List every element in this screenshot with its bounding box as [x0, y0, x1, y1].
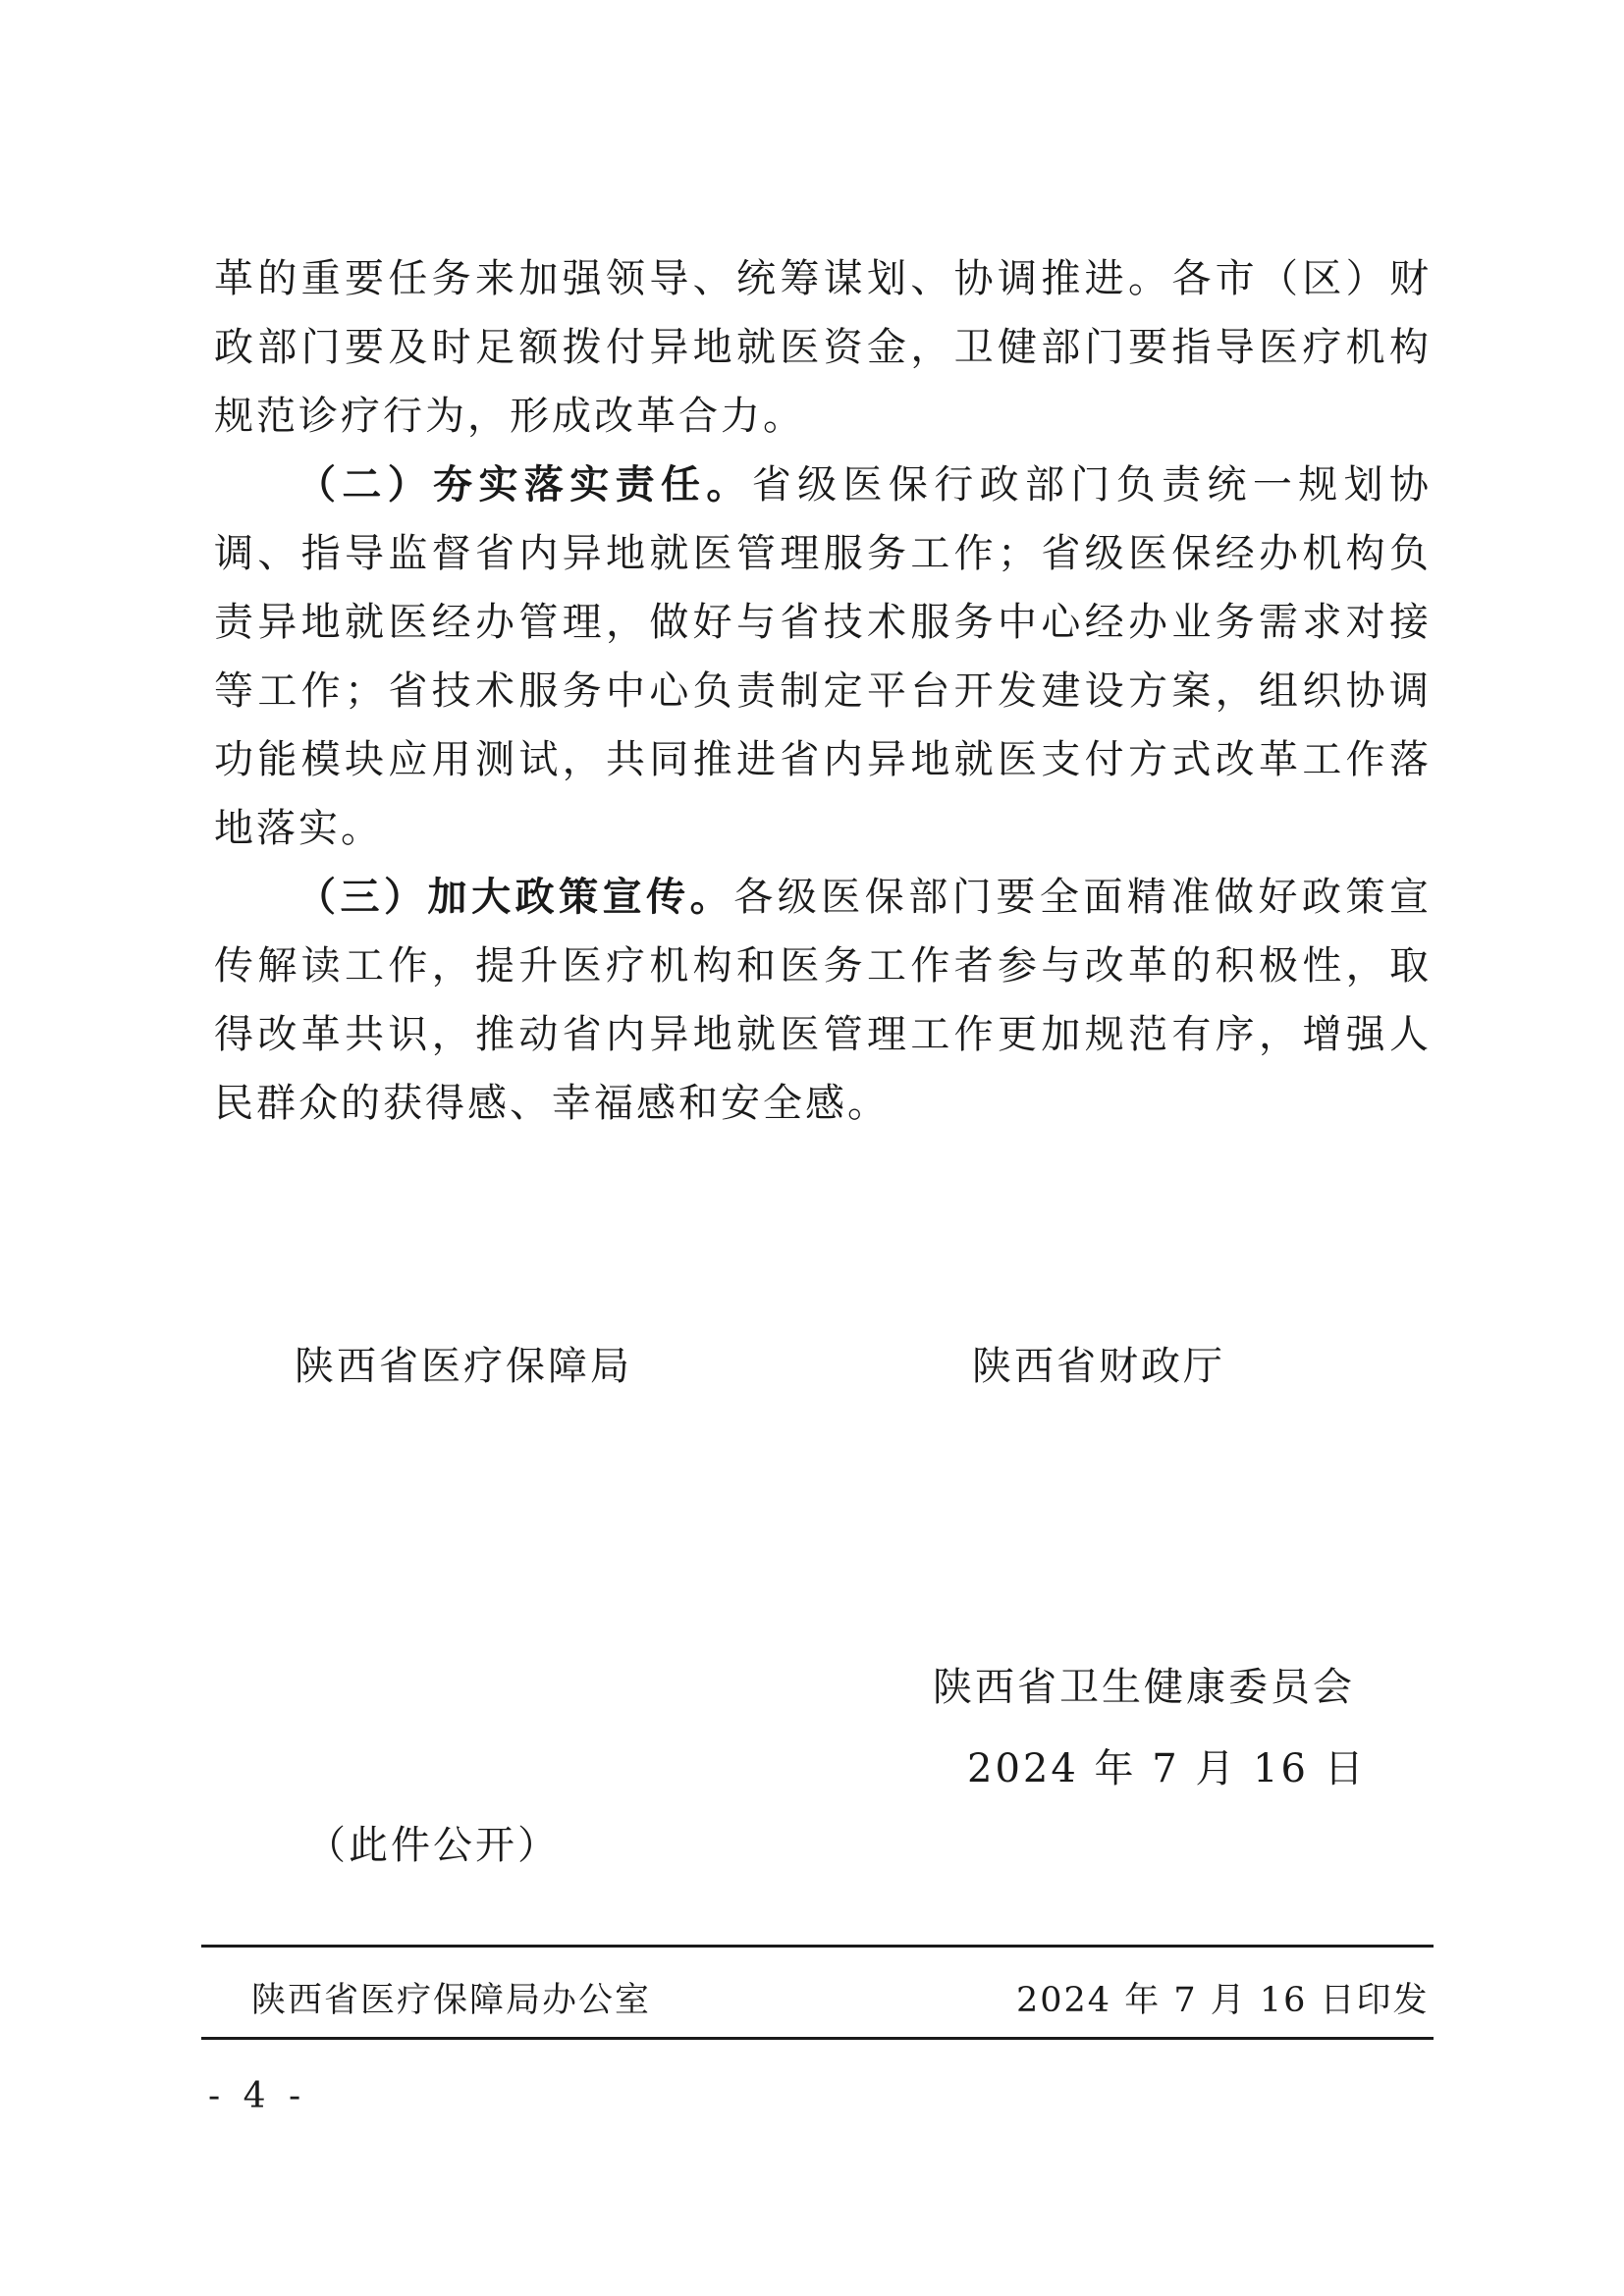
- paragraph-responsibility: [214, 451, 1432, 863]
- section-body-publicity: 各级医保部门要全面精准做好政策宣传解读工作，提升医疗机构和医务工作者参与改革的积极性，取得改革共识，推动省内异地就医管理工作更加规范有序，增强人民群众的获得感、幸福感和安全感。: [214, 875, 1433, 1126]
- page-number: - 4 -: [208, 2076, 307, 2116]
- document-body: [214, 244, 1432, 1138]
- signature-health-commission: 陕西省卫生健康委员会: [933, 1665, 1355, 1710]
- section-heading-responsibility: （二）夯实落实责任。: [297, 461, 752, 507]
- footer-rule-top: [201, 1945, 1434, 1948]
- footer-issuer: 陕西省医疗保障局办公室: [251, 1981, 652, 2020]
- signature-finance-department: 陕西省财政厅: [972, 1344, 1225, 1389]
- paragraph-continuation: 革的重要任务来加强领导、统筹谋划、协调推进。各市（区）财政部门要及时足额拨付异地就医资金，卫健部门要指导医疗机构规范诊疗行为，形成改革合力。: [214, 256, 1432, 439]
- signature-date: 2024 年 7 月 16 日: [967, 1746, 1367, 1791]
- section-body-responsibility: 省级医保行政部门负责统一规划协调、指导监督省内异地就医管理服务工作；省级医保经办机构负责异地就医经办管理，做好与省技术服务中心经办业务需求对接等工作；省技术服务中心负责制定平台开发建设方案，组织协调功能模块应用测试，共同推进省内异地就医支付方式改革工作落地落实。: [214, 462, 1432, 851]
- signature-medical-security-bureau: 陕西省医疗保障局: [295, 1344, 632, 1389]
- section-heading-publicity: （三）加大政策宣传。: [297, 874, 734, 920]
- footer-rule-bottom: [201, 2037, 1434, 2040]
- footer-issue-date: 2024 年 7 月 16 日印发: [1016, 1981, 1430, 2020]
- paragraph-publicity: [214, 863, 1432, 1138]
- public-disclosure-note: （此件公开）: [306, 1823, 560, 1868]
